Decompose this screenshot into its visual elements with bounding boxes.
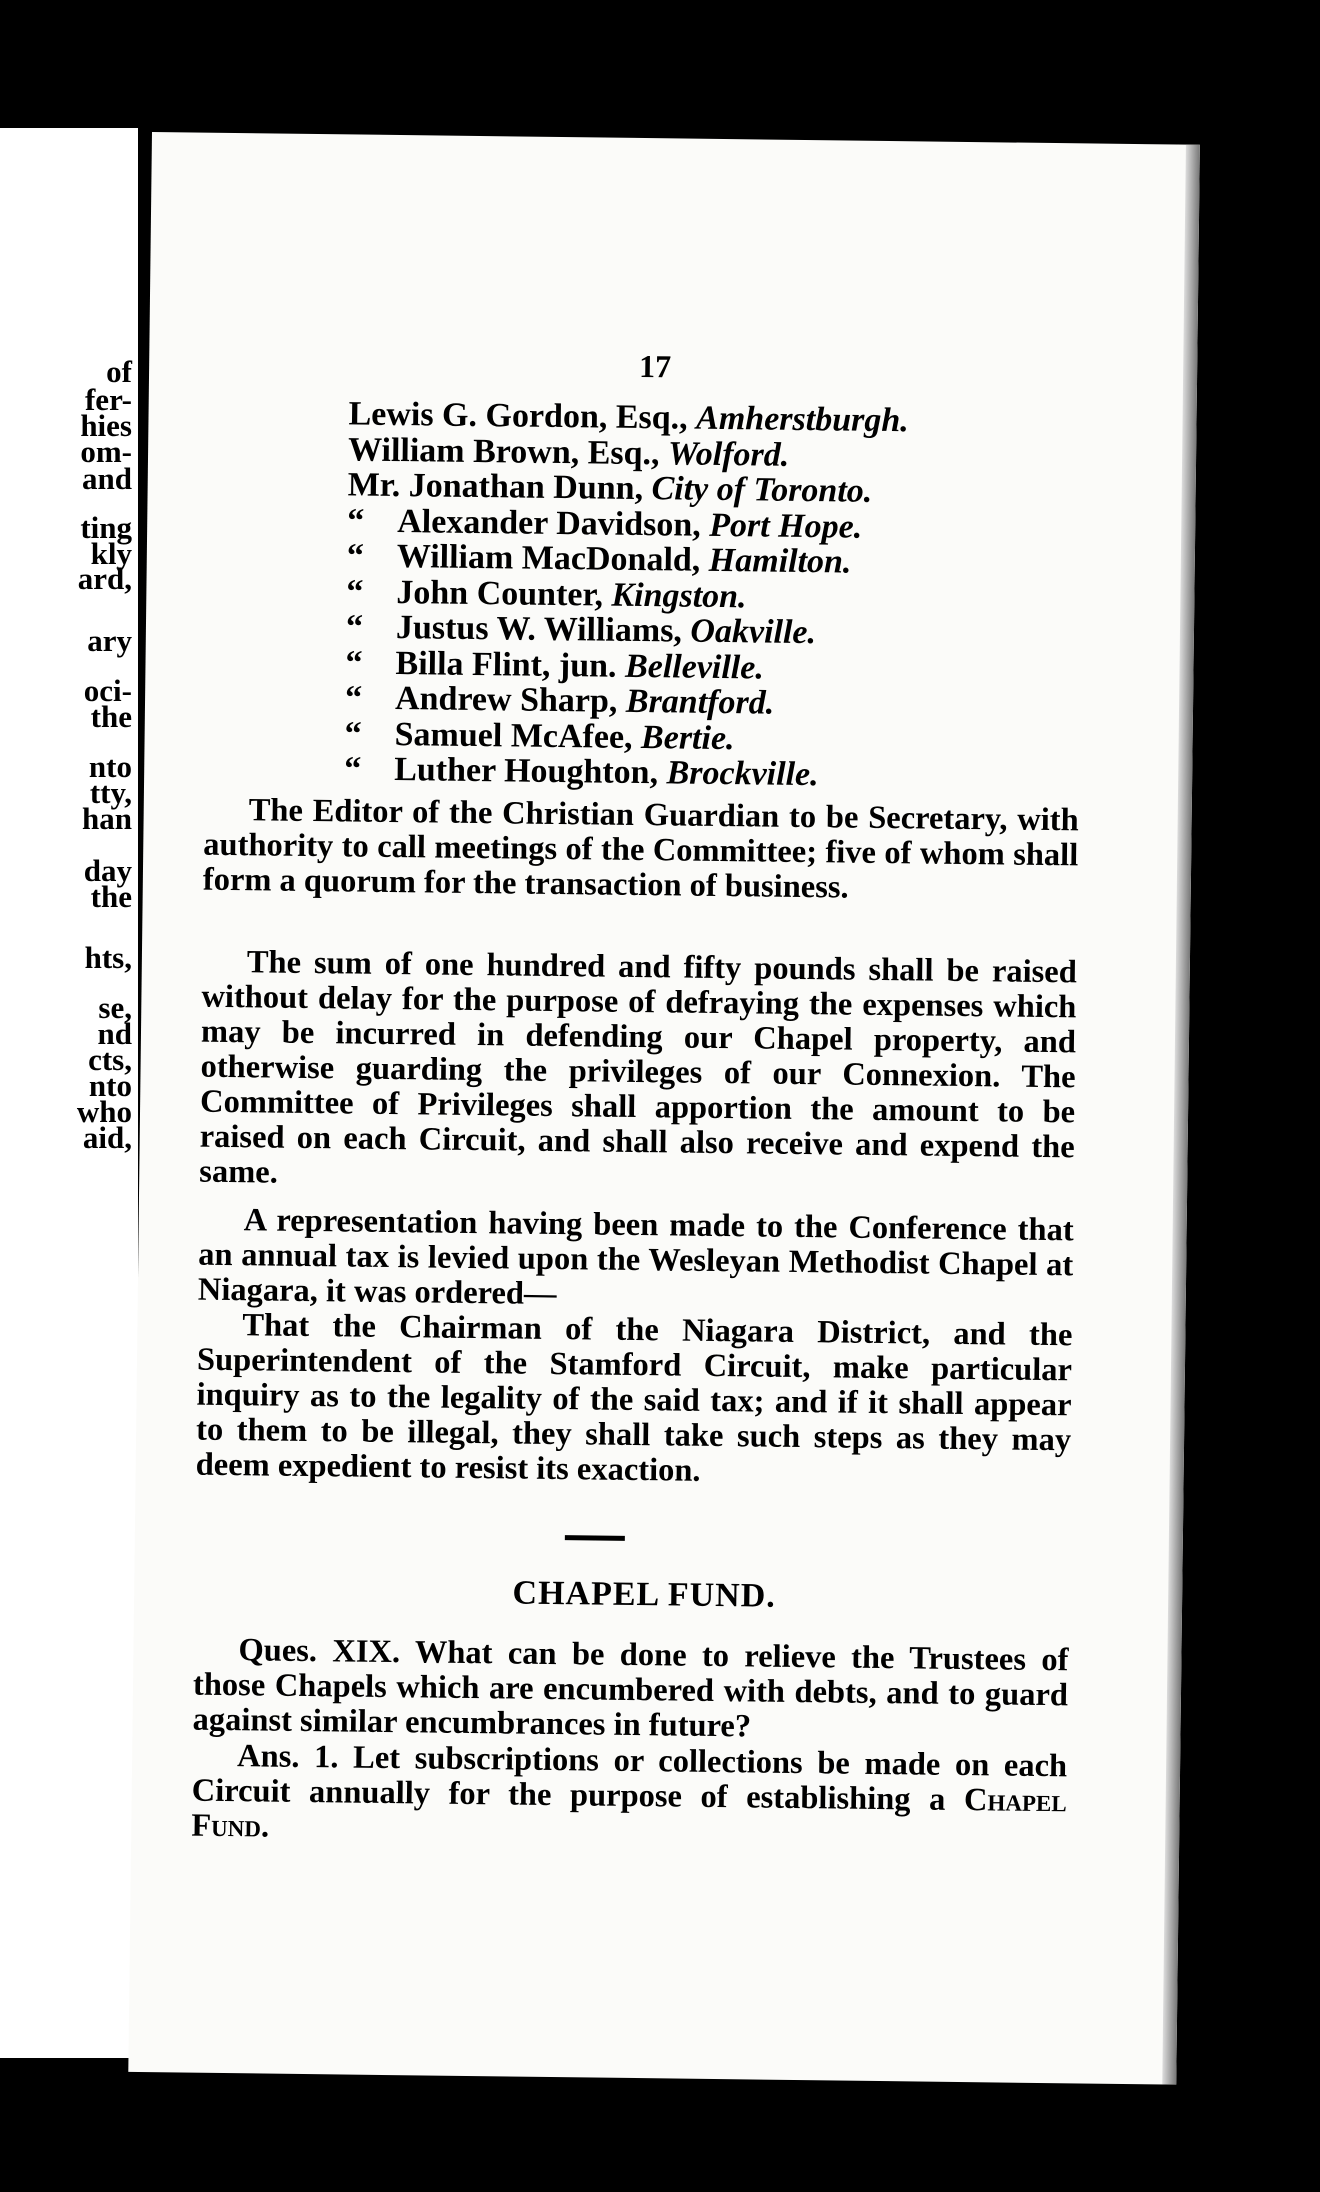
facing-page-word: se,: [98, 990, 132, 1025]
ditto-mark: “: [344, 750, 362, 788]
paragraph-representation: [198, 1203, 1074, 1319]
ditto-mark: “: [345, 643, 363, 682]
facing-page-word: and: [82, 461, 132, 496]
answer-body: Let subscriptions or collections be made on each Circuit annually for the purpose of establishing a: [191, 1739, 1068, 1818]
member-place: Brantford.: [625, 682, 775, 722]
chapel-fund-term: Chapel Fund.: [191, 1782, 1067, 1845]
page-edge: [1162, 145, 1200, 2085]
member-place: Kingston.: [611, 576, 747, 615]
paragraph-chairman: [196, 1308, 1073, 1494]
facing-page-word: ary: [87, 623, 132, 658]
member-name: Andrew Sharp,: [394, 680, 618, 720]
member-name: Justus W. Williams,: [395, 609, 683, 650]
ditto-mark: “: [344, 679, 363, 717]
paragraph-secretary-text: The Editor of the Christian Guardian to be Secretary, with authority to call meetings of the Committee; five of whom shall form a quorum for the transaction of business.: [202, 792, 1079, 906]
section-divider: [565, 1535, 625, 1541]
member-place: Port Hope.: [709, 506, 863, 546]
ditto-mark: “: [346, 537, 365, 575]
member-place: City of Toronto.: [651, 470, 873, 510]
member-name: William MacDonald,: [396, 538, 701, 579]
facing-page-word: hts,: [84, 940, 132, 975]
member-name: Luther Houghton,: [394, 751, 659, 792]
paragraph-sum-text: The sum of one hundred and fifty pounds shall be raised without delay for the purpose of defraying the expenses which may be incurred in defending our Chapel property, and otherwise guarding the privileges of our Connexion. The Committee of Privileges shall apportion the amount to be raised on each Circuit, and shall also receive and expend the same.: [199, 944, 1078, 1191]
member-name: John Counter,: [396, 573, 604, 614]
answer-label: Ans. 1.: [236, 1738, 339, 1776]
paragraph-chairman-text: That the Chairman of the Niagara District, and the Superintendent of the Stamford Circuit, make particular inquiry as to the legality of the said tax; and if it shall appear to them to be illegal, they shall take such steps as they may deem expedient to resist its exaction.: [195, 1307, 1073, 1489]
member-place: Brockville.: [666, 754, 819, 794]
facing-page-word: cts,: [88, 1042, 132, 1077]
facing-page-word: nd: [97, 1016, 132, 1051]
book-page: [128, 132, 1200, 2085]
question-text: [192, 1633, 1068, 1749]
member-name: Mr. Jonathan Dunn,: [347, 466, 644, 508]
ditto-mark: “: [344, 714, 362, 753]
question-label: Ques. XIX.: [238, 1632, 401, 1671]
facing-page-word: of: [106, 354, 132, 389]
question-paragraph: [192, 1633, 1068, 1749]
member-place: Wolford.: [667, 434, 790, 474]
member-name: Billa Flint, jun.: [395, 644, 617, 685]
facing-page-word: oci-: [83, 673, 132, 708]
ditto-mark: “: [347, 501, 365, 540]
facing-page-word: who: [76, 1094, 132, 1129]
paragraph-secretary: [203, 793, 1079, 909]
ditto-mark: “: [345, 608, 364, 646]
facing-page-word: day: [83, 853, 132, 888]
paragraph-sum: [199, 945, 1077, 1201]
member-name: Alexander Davidson,: [397, 502, 702, 544]
facing-page-word: om-: [80, 434, 132, 469]
facing-page-word: ting: [80, 510, 132, 545]
facing-page-word: the: [90, 879, 132, 914]
facing-page-fragment: [0, 128, 138, 2058]
facing-page-word: nto: [88, 749, 132, 784]
member-name: Lewis G. Gordon, Esq.,: [348, 395, 688, 437]
member-place: Bertie.: [640, 718, 735, 757]
answer-text: [191, 1739, 1067, 1855]
facing-page-word: tty,: [89, 775, 132, 810]
facing-page-word: the: [90, 699, 132, 734]
page-number: 17: [638, 347, 672, 385]
ditto-mark: “: [346, 572, 364, 611]
committee-list: [344, 396, 1089, 796]
member-place: Oakville.: [690, 612, 817, 652]
facing-page-word: aid,: [82, 1120, 132, 1155]
answer-paragraph: [191, 1739, 1067, 1855]
facing-page-word: hies: [80, 408, 132, 443]
question-body: What can be done to relieve the Trustees of those Chapels which are encumbered with debts, and to guard against similar encumbrances in future?: [192, 1634, 1069, 1745]
facing-page-word: han: [82, 801, 132, 836]
facing-page-word: kly: [90, 536, 132, 571]
paragraph-representation-text: A representation having been made to the Conference that an annual tax is levied upon the Wesleyan Methodist Chapel at Niagara, it was ordered—: [197, 1202, 1074, 1313]
facing-page-word: fer-: [84, 382, 132, 417]
member-place: Belleville.: [624, 647, 765, 687]
member-name: William Brown, Esq.,: [347, 430, 660, 472]
member-place: Amherstburgh.: [695, 399, 909, 440]
section-title: CHAPEL FUND.: [512, 1574, 776, 1615]
facing-page-word: ard,: [77, 561, 132, 596]
member-place: Hamilton.: [708, 541, 852, 581]
facing-page-word: nto: [88, 1068, 132, 1103]
member-name: Samuel McAfee,: [394, 715, 633, 756]
